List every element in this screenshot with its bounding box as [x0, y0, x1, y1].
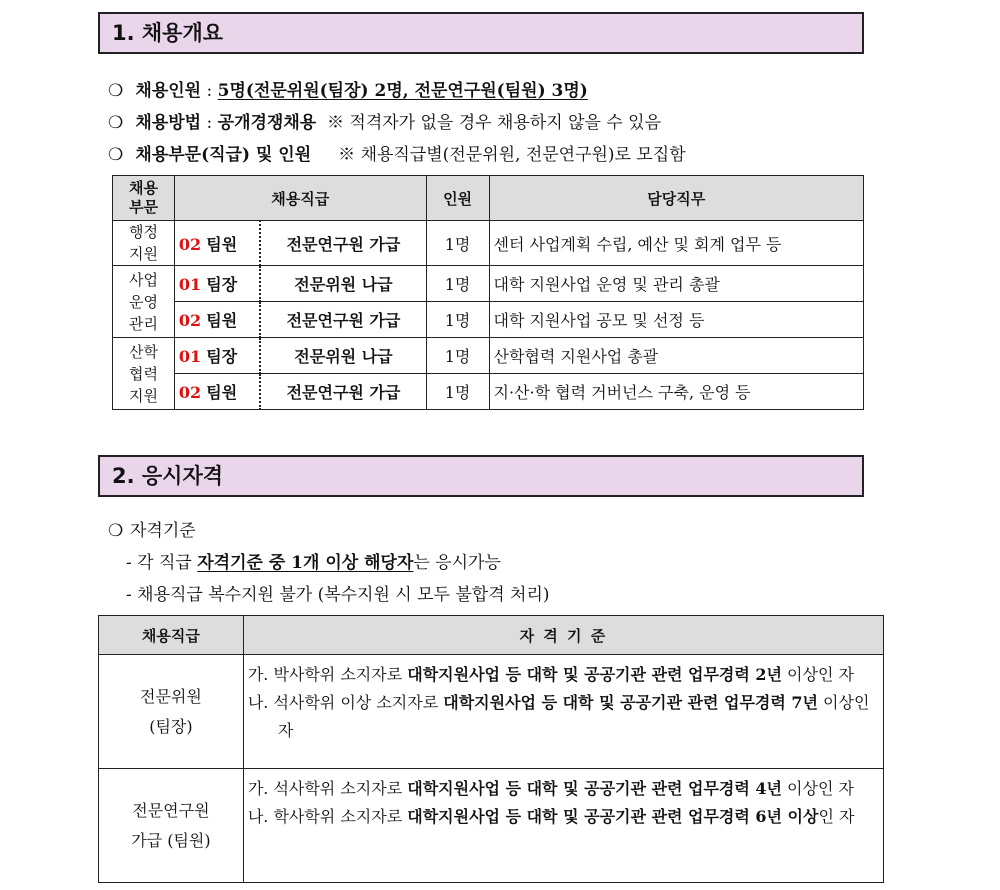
criteria-item: 나. 학사학위 소지자로 대학지원사업 등 대학 및 공공기관 관련 업무경력 6년 이상인 자: [247, 807, 855, 826]
dept-cell: 사업 운영 관리: [113, 266, 175, 338]
grade-cell: 전문연구원 가급: [260, 221, 426, 266]
grade-cell: 전문연구원 가급: [260, 302, 426, 338]
code-cell: 01 팀장: [174, 338, 260, 374]
grade-cell: 전문연구원 가급 (팀원): [99, 769, 244, 883]
table-row: [99, 655, 884, 769]
dept-cell: 산학 협력 지원: [113, 338, 175, 410]
header-count: 인원: [426, 176, 489, 221]
count-cell: 1명: [426, 338, 489, 374]
table-row: [113, 374, 864, 410]
grade-cell: 전문위원 나급: [260, 266, 426, 302]
section-2-title: 2. 응시자격: [98, 455, 864, 497]
circle-bullet-icon: ❍: [108, 113, 124, 133]
table-header-row: [113, 176, 864, 221]
table-row: [113, 221, 864, 266]
code-cell: 02 팀원: [174, 374, 260, 410]
code-cell: 01 팀장: [174, 266, 260, 302]
recruit-table: [112, 175, 864, 410]
header-criteria: 자 격 기 준: [243, 616, 883, 655]
section-1-title: 1. 채용개요: [98, 12, 864, 54]
duty-cell: 지·산·학 협력 거버넌스 구축, 운영 등: [489, 374, 863, 410]
circle-bullet-icon: ❍: [108, 81, 124, 101]
count-cell: 1명: [426, 266, 489, 302]
count-cell: 1명: [426, 302, 489, 338]
grade-cell: 전문위원 (팀장): [99, 655, 244, 769]
header-dept: 채용 부문: [113, 176, 175, 221]
duty-cell: 대학 지원사업 공모 및 선정 등: [489, 302, 863, 338]
qual-line-2: - 채용직급 복수지원 불가 (복수지원 시 모두 불합격 처리): [126, 585, 550, 605]
header-grade: 채용직급: [99, 616, 244, 655]
table-row: [113, 266, 864, 302]
code-cell: 02 팀원: [174, 302, 260, 338]
bullet-recruit-division: ❍ 채용부문(직급) 및 인원 ※ 채용직급별(전문위원, 전문연구원)로 모집함: [108, 145, 686, 165]
criteria-cell: [243, 655, 883, 769]
code-cell: 02 팀원: [174, 221, 260, 266]
table-header-row: [99, 616, 884, 655]
qual-bullet: ❍ 자격기준: [108, 521, 196, 541]
duty-cell: 센터 사업계획 수립, 예산 및 회계 업무 등: [489, 221, 863, 266]
grade-cell: 전문연구원 가급: [260, 374, 426, 410]
criteria-item: 가. 석사학위 소지자로 대학지원사업 등 대학 및 공공기관 관련 업무경력 4년 이상인 자: [247, 779, 854, 798]
qualification-table: [98, 615, 884, 883]
criteria-item: 나. 석사학위 이상 소지자로 대학지원사업 등 대학 및 공공기관 관련 업무경력 7년 이상인 자: [247, 693, 870, 740]
bullet-recruit-count: ❍ 채용인원 : 5명(전문위원(팀장) 2명, 전문연구원(팀원) 3명): [108, 81, 588, 101]
bullet-recruit-method: ❍ 채용방법 : 공개경쟁채용 ※ 적격자가 없을 경우 채용하지 않을 수 있음: [108, 113, 662, 133]
dept-cell: 행정 지원: [113, 221, 175, 266]
table-row: [113, 338, 864, 374]
header-duty: 담당직무: [489, 176, 863, 221]
circle-bullet-icon: ❍: [108, 145, 124, 165]
criteria-item: 가. 박사학위 소지자로 대학지원사업 등 대학 및 공공기관 관련 업무경력 2년 이상인 자: [247, 665, 854, 684]
circle-bullet-icon: ❍: [108, 521, 124, 541]
qual-line-1: - 각 직급 자격기준 중 1개 이상 해당자는 응시가능: [126, 553, 501, 573]
duty-cell: 대학 지원사업 운영 및 관리 총괄: [489, 266, 863, 302]
grade-cell: 전문위원 나급: [260, 338, 426, 374]
criteria-cell: [243, 769, 883, 883]
header-grade: 채용직급: [174, 176, 426, 221]
count-cell: 1명: [426, 221, 489, 266]
table-row: [99, 769, 884, 883]
duty-cell: 산학협력 지원사업 총괄: [489, 338, 863, 374]
table-row: [113, 302, 864, 338]
count-cell: 1명: [426, 374, 489, 410]
